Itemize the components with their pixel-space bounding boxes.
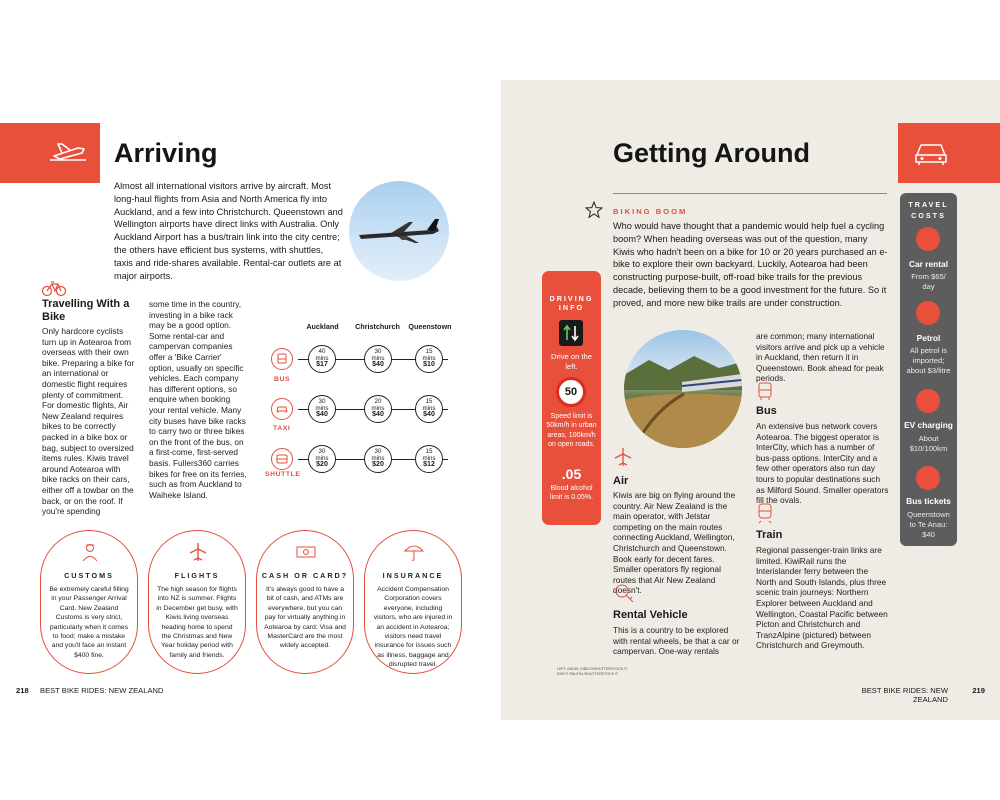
left-footer: BEST BIKE RIDES: NEW ZEALAND bbox=[40, 686, 164, 695]
cash-body: It's always good to have a bit of cash, and ATMs are everywhere, but you can pay for virtually anything in Aotearoa by card: Visa and MasterCard are the most widely accepted. bbox=[264, 586, 346, 650]
speed-sign: 50 bbox=[556, 377, 586, 407]
insurance-title: INSURANCE bbox=[382, 571, 444, 580]
getting-around-tab bbox=[898, 123, 1000, 183]
airplane-icon bbox=[48, 138, 88, 168]
bus-icon-right bbox=[756, 381, 774, 401]
bus-auckland-cell: 40 mins $17 bbox=[308, 345, 336, 373]
car-rental-label: Car rental bbox=[908, 259, 949, 269]
customs-body: Be extremely careful filling in your Passenger Arrival Card. New Zealand Customs is very strict, particularly when it comes to food; make a mistake and you'll face an instant $400 fine. bbox=[49, 586, 129, 659]
star-icon bbox=[585, 201, 603, 219]
bus-label: BUS bbox=[274, 376, 291, 383]
boom-caption: BIKING BOOM bbox=[613, 207, 688, 216]
bus-tickets-value: Queenstown to Te Anau: $40 bbox=[907, 510, 950, 539]
petrol-icon bbox=[916, 301, 940, 325]
bus-queenstown-cell: 15 mins $10 bbox=[415, 345, 443, 373]
bike-col2-text: some time in the country, investing in a bike rack may be a good option. Some rental-car and campervan companies offer a 'Bike Carrier' option, usually on specific vehicles. Each company has different options, so enquire when booking your rental vehicle. Many city buses have bike racks to carry two or three bikes on the front of the bus, on a first-come, first-served basis. Fullers360 carries bikes for free on its ferries, such as from Auckland to Waiheke Island. bbox=[149, 299, 247, 500]
left-page-number: 218 bbox=[16, 686, 29, 695]
boom-text: Who would have thought that a pandemic would help fuel a cycling boom? When heading overseas was out of the question, many Kiwis who hadn't been on a bike for 10 or 20 years purchased an e-bike to explore their own backyard. Luckily, Aotearoa had been constructing purpose-built, off-road bike trails for the previous decade, believing them to be a good investment for the future. So it proved, and more new bike trails are under construction. bbox=[613, 221, 888, 308]
taxi-icon bbox=[271, 398, 293, 420]
car-rental-icon bbox=[916, 227, 940, 251]
flights-body: The high season for flights into NZ is summer. Flights in December get busy, with Kiwis living overseas heading home to spend the Christmas and New Year holiday period with family and friends. bbox=[156, 586, 238, 659]
shuttle-christchurch-cell: 30 mins $20 bbox=[364, 445, 392, 473]
ev-charging-icon bbox=[916, 389, 940, 413]
air-heading: Air bbox=[613, 475, 629, 487]
customs-officer-icon bbox=[79, 541, 101, 563]
flights-title: FLIGHTS bbox=[174, 571, 220, 580]
bus-christchurch-cell: 30 mins $40 bbox=[364, 345, 392, 373]
alcohol-number: .05 bbox=[561, 466, 582, 482]
photo-credits: LEFT: ANGEL DIBILIO/SHUTTERSTOCK ©; RIGHT: PAL/PAL/SHUTTERSTOCK © bbox=[557, 667, 628, 676]
banknote-icon bbox=[295, 541, 317, 563]
taxi-auckland-cell: 30 mins $40 bbox=[308, 395, 336, 423]
getting-around-title: Getting Around bbox=[613, 138, 810, 168]
air-plane-icon bbox=[613, 447, 633, 467]
drive-left-text: Drive on the left. bbox=[551, 352, 592, 371]
right-footer: BEST BIKE RIDES: NEW ZEALAND bbox=[861, 686, 948, 704]
train-landscape bbox=[624, 330, 742, 448]
arriving-intro: Almost all international visitors arrive by aircraft. Most long-haul flights from Asia and North America fly into Auckland, and a few into Christchurch. Queenstown and Wellington airports have direct links with Australia. Only Auckland Airport has a bus/train link into the city centre; the others have efficient bus systems, with shuttles, taxis and ride-shares available. Rental-car outlets are at major airports. bbox=[114, 181, 343, 281]
boom-rule bbox=[613, 193, 887, 194]
airplane-photo bbox=[349, 181, 449, 281]
bus-heading: Bus bbox=[756, 405, 777, 417]
air-text: Kiwis are big on flying around the country. Air New Zealand is the main operator, with Jetstar competing on the main routes connecting Auckland, Wellington, Christchurch and Queenstown. Book early for decent fares. Smaller operators fly regional routes that Air New Zealand doesn't. bbox=[613, 490, 736, 596]
train-photo bbox=[624, 330, 742, 448]
col-christchurch: Christchurch bbox=[355, 322, 400, 331]
cash-title: CASH OR CARD? bbox=[261, 571, 349, 580]
rental-heading: Rental Vehicle bbox=[613, 609, 688, 621]
cash-pill bbox=[256, 530, 354, 674]
right-page-number: 219 bbox=[972, 686, 985, 695]
car-rental-value: From $65/ day bbox=[911, 272, 946, 291]
arriving-tab bbox=[0, 123, 100, 183]
driving-heading: DRIVING INFO bbox=[549, 294, 594, 312]
bus-tickets-label: Bus tickets bbox=[906, 496, 951, 506]
ev-charging-value: About $10/100km bbox=[909, 434, 948, 453]
rental-continued-text: are common; many international visitors arrive and pick up a vehicle in Auckland, then return it in Queenstown. Book ahead for peak periods. bbox=[756, 331, 885, 384]
airplane-illustration bbox=[349, 181, 449, 281]
flights-pill bbox=[148, 530, 246, 674]
umbrella-icon bbox=[403, 541, 425, 563]
customs-pill bbox=[40, 530, 138, 674]
petrol-value: All petrol is imported; about $3/litre bbox=[906, 346, 951, 375]
taxi-label: TAXI bbox=[273, 425, 291, 432]
keep-left-sign bbox=[559, 320, 583, 346]
insurance-body: Accident Compensation Corporation covers everyone, including visitors, who are injured in an accident in Aotearoa; visitors need travel insurance for issues such as illness, baggage and disrupted travel. bbox=[373, 586, 453, 669]
arriving-title: Arriving bbox=[114, 138, 218, 168]
shuttle-auckland-cell: 30 mins $20 bbox=[308, 445, 336, 473]
car-icon bbox=[913, 139, 949, 167]
car-key-icon bbox=[613, 582, 635, 604]
bicycle-icon bbox=[42, 281, 66, 297]
bike-col1-text: Only hardcore cyclists turn up in Aotearoa from overseas with their own bike. Preparing a bike for an international or domestic flight requires plenty of commitment. For domestic flights, Air New Zealand requires bikes to be correctly packed in a bike box or bag, subject to oversized items rules. Kiwis travel around Aotearoa with bike racks on their cars, either off a towbar on the back, or on the roof. If you're spending bbox=[42, 326, 135, 517]
col-queenstown: Queenstown bbox=[408, 322, 452, 331]
taxi-christchurch-cell: 20 mins $40 bbox=[364, 395, 392, 423]
taxi-queenstown-cell: 15 mins $40 bbox=[415, 395, 443, 423]
train-text: Regional passenger-train links are limited. KiwiRail runs the Interislander ferry between the North and South Islands, plus three scenic train journeys: Northern Explorer between Auckland and Wellington, Coastal Pacific between Picton and Christchurch and TranzAlpine (pictured) between Christchurch and Greymouth. bbox=[756, 545, 888, 651]
arrows-icon bbox=[559, 320, 583, 346]
travel-costs-panel bbox=[900, 193, 957, 546]
customs-title: CUSTOMS bbox=[64, 571, 114, 580]
bike-heading: Travelling With a Bike bbox=[42, 298, 130, 323]
shuttle-queenstown-cell: 15 mins $12 bbox=[415, 445, 443, 473]
shuttle-label: SHUTTLE bbox=[265, 471, 301, 478]
insurance-pill bbox=[364, 530, 462, 674]
flight-icon bbox=[187, 541, 209, 563]
col-auckland: Auckland bbox=[306, 322, 339, 331]
speed-text: Speed limit is 50km/h in urban areas, 100km/h on open roads. bbox=[546, 413, 597, 449]
bus-icon bbox=[271, 348, 293, 370]
costs-heading: TRAVEL COSTS bbox=[908, 200, 949, 220]
shuttle-icon bbox=[271, 448, 293, 470]
bus-tickets-icon bbox=[916, 466, 940, 490]
train-icon bbox=[756, 502, 774, 524]
driving-info-panel bbox=[542, 271, 601, 525]
alcohol-text: Blood alcohol limit is 0.05%. bbox=[549, 485, 594, 502]
rental-text: This is a country to be explored with rental wheels, be that a car or campervan. One-way rentals bbox=[613, 625, 740, 657]
bus-text: An extensive bus network covers Aotearoa. The biggest operator is InterCity, which has a number of bus-pass options. InterCity and a few other operators also run day tours to popular destinations such as Milford Sound. Smaller operators fill the ovals. bbox=[756, 421, 889, 506]
petrol-label: Petrol bbox=[916, 333, 941, 343]
train-heading: Train bbox=[756, 529, 783, 541]
ev-charging-label: EV charging bbox=[904, 420, 953, 430]
